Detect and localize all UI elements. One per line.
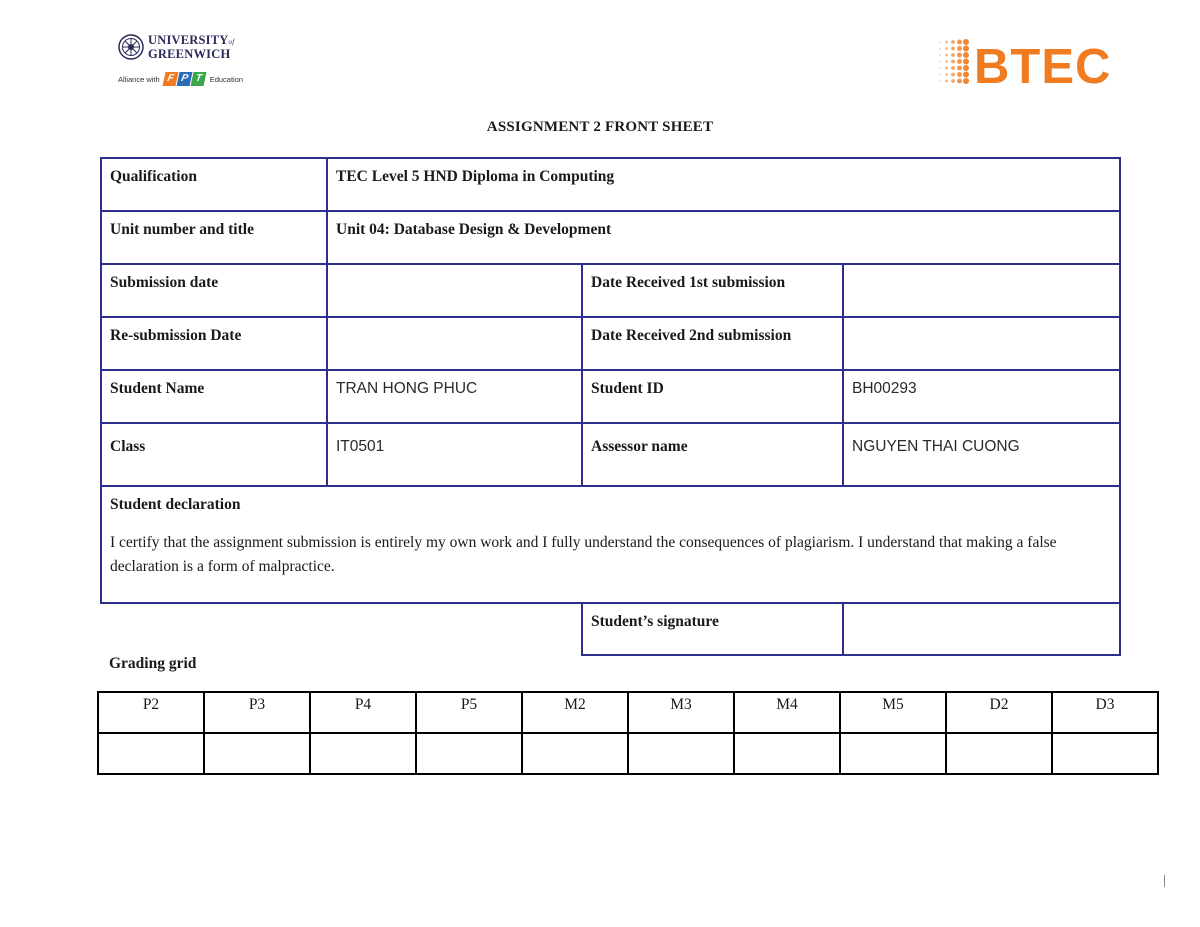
grading-mark-row [98,733,1158,774]
table-row [101,423,1120,486]
page-title: ASSIGNMENT 2 FRONT SHEET [486,119,714,135]
btec-dot [939,61,941,63]
grade-cell[interactable] [310,733,416,774]
btec-logo [936,34,1122,92]
btec-dot [963,78,969,84]
grade-header: P5 [416,692,522,733]
assessor-value: NGUYEN THAI CUONG [843,423,1120,486]
grading-grid-table [97,691,1159,775]
date-received-2-field[interactable] [843,317,1120,370]
declaration-text: I certify that the assignment submission is entirely my own work and I fully understand the consequences of plagiarism. I understand that making a false declaration is a form of malpractice. [110,534,1057,575]
btec-wordmark: BTEC [974,40,1112,92]
resubmission-date-label: Re-submission Date [101,317,327,370]
university-seal-icon [118,34,144,60]
btec-dot [939,41,941,43]
btec-dot [945,47,948,50]
grade-header: P2 [98,692,204,733]
btec-dot [939,48,941,50]
table-row [101,317,1120,370]
fpt-letter: F [162,72,178,86]
btec-dot [963,52,969,58]
btec-dot [939,67,941,69]
date-received-2-label: Date Received 2nd submission [582,317,843,370]
student-id-value: BH00293 [843,370,1120,423]
btec-dot [957,59,962,64]
student-id-label: Student ID [582,370,843,423]
date-received-1-field[interactable] [843,264,1120,317]
grade-header: M4 [734,692,840,733]
assessor-label: Assessor name [582,423,843,486]
grade-cell[interactable] [734,733,840,774]
btec-dot [957,66,962,71]
btec-dot [951,73,955,77]
grade-header: M5 [840,692,946,733]
btec-dot [957,46,962,51]
university-greenwich-logo [118,34,248,94]
page-edge-marker [1164,875,1165,887]
table-row [101,264,1120,317]
student-name-label: Student Name [101,370,327,423]
btec-dot [939,74,941,76]
grade-cell[interactable] [204,733,310,774]
btec-dot [939,54,941,56]
class-label: Class [101,423,327,486]
blank-area [101,603,582,655]
btec-dot [963,46,969,52]
class-value: IT0501 [327,423,582,486]
grading-grid-title: Grading grid [109,655,197,672]
qualification-label: Qualification [101,158,327,211]
btec-dot [957,72,962,77]
grade-header: D2 [946,692,1052,733]
resubmission-date-field[interactable] [327,317,582,370]
btec-dot [957,40,962,45]
grade-cell[interactable] [416,733,522,774]
signature-field[interactable] [843,603,1120,655]
btec-dot [945,73,948,76]
qualification-value: TEC Level 5 HND Diploma in Computing [327,158,1120,211]
university-of: of [228,38,235,46]
btec-dot [963,65,969,71]
btec-dot [945,60,948,63]
grade-cell[interactable] [946,733,1052,774]
table-row [101,603,1120,655]
student-declaration [101,486,1120,603]
grade-header: M3 [628,692,734,733]
university-line1: UNIVERSITY [148,33,229,47]
declaration-title: Student declaration [110,496,241,513]
signature-label: Student’s signature [582,603,843,655]
table-row [101,158,1120,211]
btec-dot [945,80,948,83]
alliance-prefix: Alliance with [118,74,160,84]
grade-cell[interactable] [628,733,734,774]
btec-dot [951,79,955,83]
btec-dot [945,41,948,44]
unit-value: Unit 04: Database Design & Development [327,211,1120,264]
date-received-1-label: Date Received 1st submission [582,264,843,317]
grade-header: P3 [204,692,310,733]
grade-cell[interactable] [522,733,628,774]
btec-dot [945,67,948,70]
btec-dot [963,59,969,65]
table-row [101,486,1120,603]
university-line2: GREENWICH [148,47,231,61]
btec-dot [951,66,955,70]
btec-dot [945,54,948,57]
btec-dot [939,80,941,82]
grade-header: M2 [522,692,628,733]
btec-dot [951,47,955,51]
alliance-suffix: Education [209,74,244,84]
student-name-value: TRAN HONG PHUC [327,370,582,423]
submission-date-label: Submission date [101,264,327,317]
grade-cell[interactable] [98,733,204,774]
unit-label: Unit number and title [101,211,327,264]
btec-dot [963,39,969,45]
grade-header: P4 [310,692,416,733]
fpt-letter: T [190,72,206,86]
submission-date-field[interactable] [327,264,582,317]
btec-dot [951,53,955,57]
btec-dot [957,53,962,58]
table-row [101,211,1120,264]
btec-dot [951,60,955,64]
front-sheet-table [100,157,1121,656]
grading-header-row [98,692,1158,733]
btec-dot [957,79,962,84]
grade-cell[interactable] [840,733,946,774]
btec-dot [963,72,969,78]
table-row [101,370,1120,423]
btec-dot [951,40,955,44]
grade-cell[interactable] [1052,733,1158,774]
fpt-letter: P [176,72,192,86]
grade-header: D3 [1052,692,1158,733]
fpt-logo [164,72,206,86]
